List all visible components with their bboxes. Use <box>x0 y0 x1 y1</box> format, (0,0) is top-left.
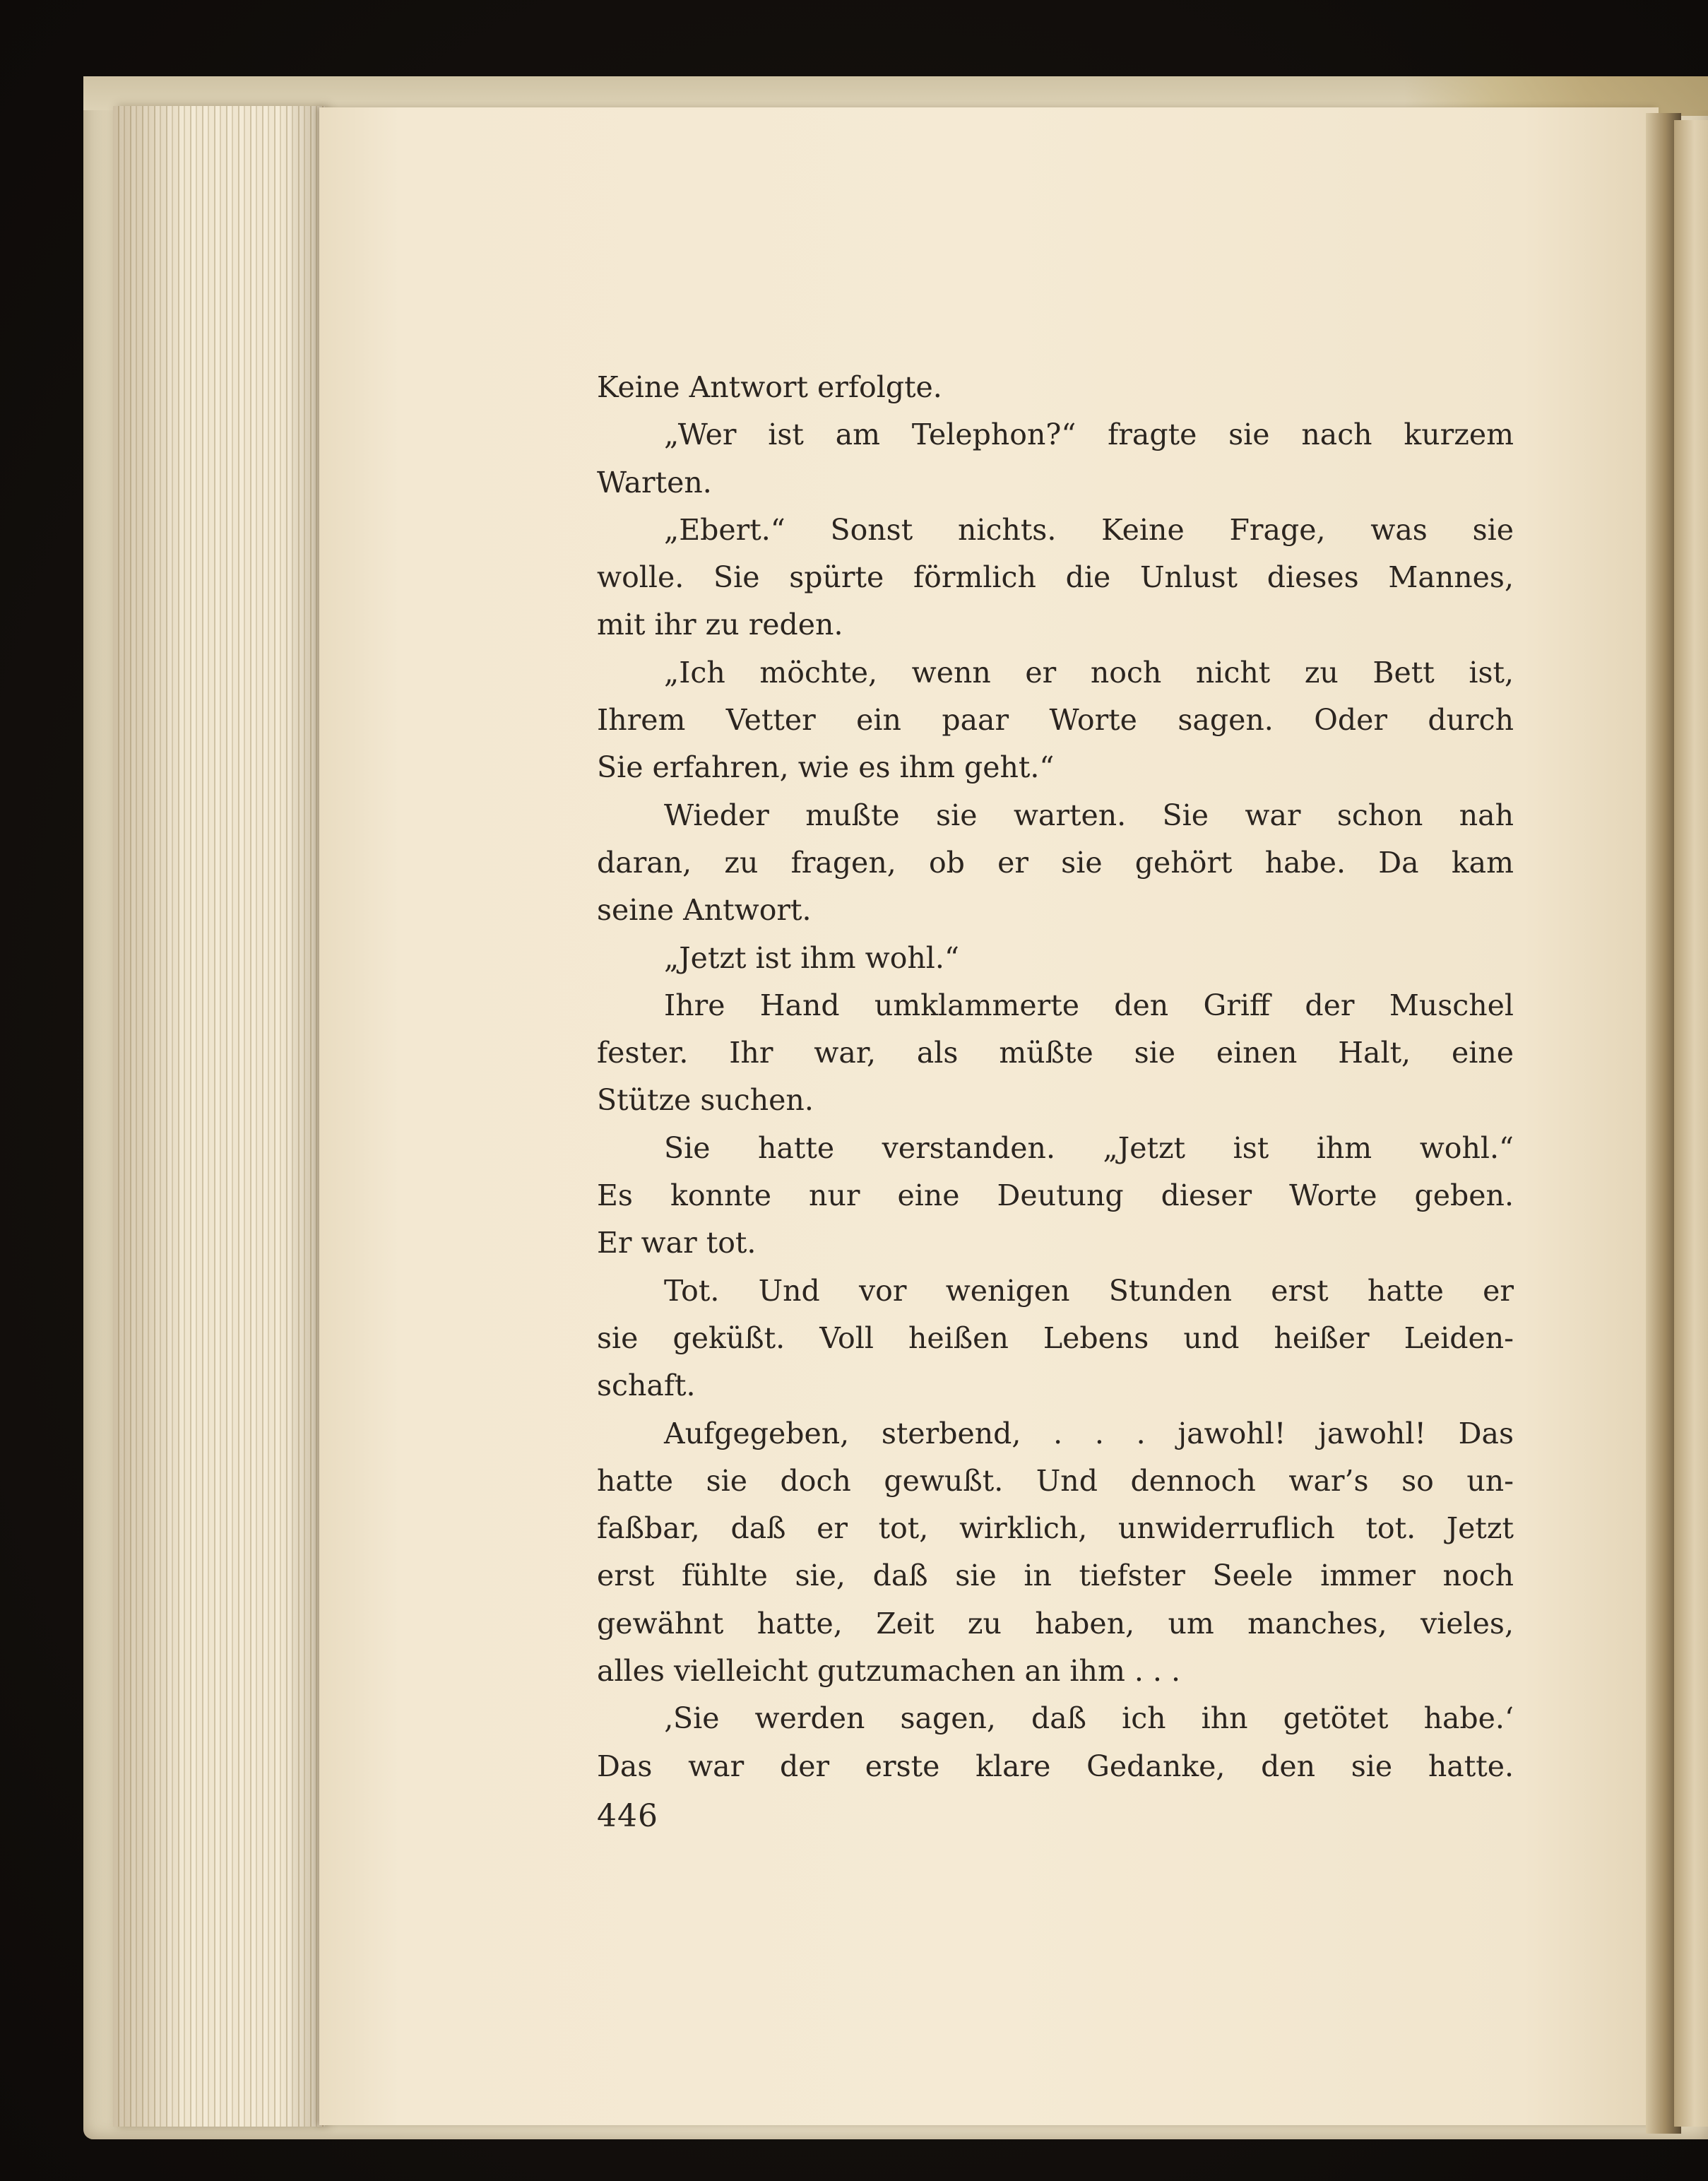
text-line: Keine Antwort erfolgte. <box>597 370 942 404</box>
text-line: Es konnte nur eine Deutung dieser Worte geben. <box>597 1178 1514 1213</box>
text-line: „Ebert.“ Sonst nichts. Keine Frage, was sie <box>664 512 1514 547</box>
text-line: Das war der erste klare Gedanke, den sie hatte. <box>597 1749 1514 1783</box>
text-line: ‚Sie werden sagen, daß ich ihn getötet habe.‘ <box>664 1701 1514 1736</box>
text-line: gewähnt hatte, Zeit zu haben, um manches, vieles, <box>597 1606 1514 1641</box>
text-line: hatte sie doch gewußt. Und dennoch war’s so un- <box>597 1463 1514 1498</box>
text-line: Sie hatte verstanden. „Jetzt ist ihm wohl.“ <box>664 1130 1514 1165</box>
text-line: „Ich möchte, wenn er noch nicht zu Bett ist, <box>664 655 1514 690</box>
text-line: „Jetzt ist ihm wohl.“ <box>664 940 959 975</box>
text-line: Tot. Und vor wenigen Stunden erst hatte er <box>664 1273 1514 1308</box>
text-line: Wieder mußte sie warten. Sie war schon nah <box>664 798 1514 832</box>
text-line: Ihre Hand umklammerte den Griff der Muschel <box>664 988 1514 1022</box>
text-line: fester. Ihr war, als müßte sie einen Halt, eine <box>597 1036 1514 1070</box>
text-line: faßbar, daß er tot, wirklich, unwiderruflich tot. Jetzt <box>597 1511 1514 1546</box>
text-line: Stütze suchen. <box>597 1083 814 1118</box>
text-line: Sie erfahren, wie es ihm geht.“ <box>597 750 1055 785</box>
text-line: Aufgegeben, sterbend, . . . jawohl! jawohl! Das <box>664 1416 1514 1450</box>
text-line: sie geküßt. Voll heißen Lebens und heißer Leiden- <box>597 1320 1514 1355</box>
text-line: „Wer ist am Telephon?“ fragte sie nach kurzem <box>664 418 1514 452</box>
text-line: Er war tot. <box>597 1226 757 1260</box>
text-line: erst fühlte sie, daß sie in tiefster Seele immer noch <box>597 1559 1514 1593</box>
text-line: mit ihr zu reden. <box>597 608 843 642</box>
page-number: 446 <box>597 1798 658 1834</box>
text-line: daran, zu fragen, ob er sie gehört habe. Da kam <box>597 845 1514 880</box>
text-line: seine Antwort. <box>597 893 812 928</box>
text-line: wolle. Sie spürte förmlich die Unlust dieses Mannes, <box>597 560 1514 595</box>
text-line: Warten. <box>597 465 712 500</box>
page-body-text <box>597 364 1514 1790</box>
text-line: Ihrem Vetter ein paar Worte sagen. Oder durch <box>597 703 1514 738</box>
text-line: alles vielleicht gutzumachen an ihm . . . <box>597 1654 1181 1689</box>
text-line: schaft. <box>597 1369 696 1403</box>
facing-page-edge <box>1674 120 1708 2127</box>
page-edges-shading <box>113 106 325 2127</box>
